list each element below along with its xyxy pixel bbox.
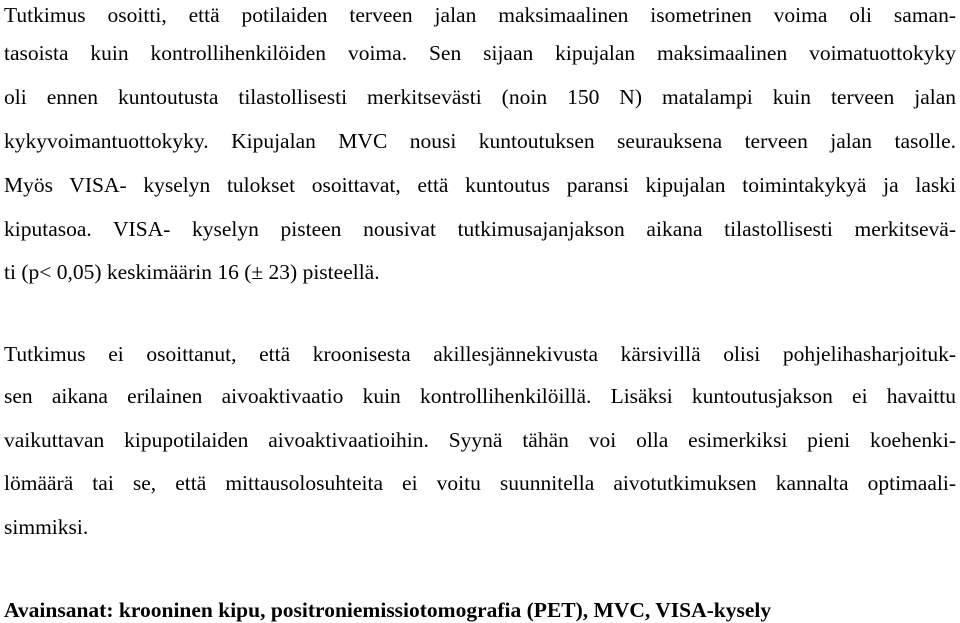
paragraph-line: sen aikana erilainen aivoaktivaatio kuin kontrollihenkilöillä. Lisäksi kuntoutusjakson ei havaittu bbox=[4, 384, 956, 408]
paragraph-line: Myös VISA- kyselyn tulokset osoittavat, että kuntoutus paransi kipujalan toimintakykyä ja laski bbox=[4, 173, 956, 197]
paragraph-line: oli ennen kuntoutusta tilastollisesti merkitsevästi (noin 150 N) matalampi kuin terveen jalan bbox=[4, 85, 956, 109]
paragraph-line: kykyvoimantuottokyky. Kipujalan MVC nousi kuntoutuksen seurauksena terveen jalan tasolle. bbox=[4, 129, 956, 153]
paragraph-line: ti (p< 0,05) keskimäärin 16 (± 23) pisteellä. bbox=[4, 260, 380, 284]
keywords-line: Avainsanat: krooninen kipu, positroniemissiotomografia (PET), MVC, VISA-kysely bbox=[4, 598, 772, 622]
paragraph-line: Tutkimus osoitti, että potilaiden terveen jalan maksimaalinen isometrinen voima oli saman- bbox=[4, 3, 956, 27]
paragraph-line: tasoista kuin kontrollihenkilöiden voima. Sen sijaan kipujalan maksimaalinen voimatuottokyky bbox=[4, 41, 956, 65]
paragraph-line: lömäärä tai se, että mittausolosuhteita ei voitu suunnitella aivotutkimuksen kannalta optimaali- bbox=[4, 471, 956, 495]
paragraph-line: simmiksi. bbox=[4, 515, 89, 539]
paragraph-line: vaikuttavan kipupotilaiden aivoaktivaatioihin. Syynä tähän voi olla esimerkiksi pieni koehenki- bbox=[4, 428, 956, 452]
paragraph-line: Tutkimus ei osoittanut, että kroonisesta akillesjännekivusta kärsivillä olisi pohjelihasharjoituk- bbox=[4, 342, 956, 366]
paragraph-line: kiputasoa. VISA- kyselyn pisteen nousivat tutkimusajanjakson aikana tilastollisesti merkitsevä- bbox=[4, 217, 956, 241]
